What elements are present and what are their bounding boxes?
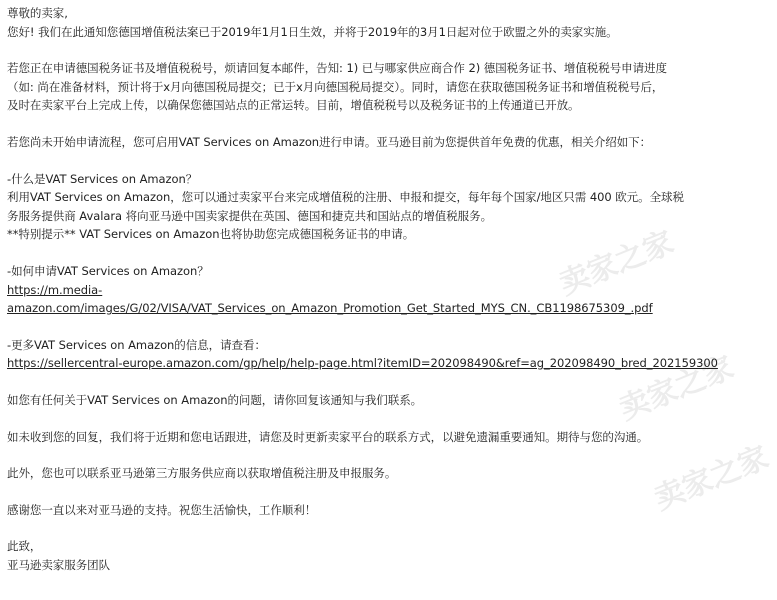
paragraph-line: 及时在卖家平台上完成上传，以确保您德国站点的正常运转。目前，增值税税号以及税务证书的上传通道已开放。 (7, 98, 580, 113)
greeting: 尊敬的卖家, (7, 6, 68, 20)
section-heading: -更多VAT Services on Amazon的信息，请查看： (7, 337, 266, 352)
watermark-logo: 卖家之家 (554, 224, 679, 303)
help-page-link[interactable]: https://sellercentral-europe.amazon.com/gp/help/help-page.html?itemID=202098490&ref=ag_202098490_bred_202159300 (7, 356, 718, 371)
paragraph-line: 若您尚未开始申请流程，您可启用VAT Services on Amazon进行申请。亚马逊目前为您提供首年免费的优惠，相关介绍如下： (7, 134, 652, 149)
signature: 亚马逊卖家服务团队 (7, 557, 111, 572)
promotion-pdf-link[interactable]: https://m.media- (7, 282, 103, 297)
email-body (7, 4, 773, 574)
paragraph-line: （如: 尚在准备材料，预计将于x月向德国税局提交；已于x月向德国税局提交）。同时，请您在获取德国税务证书和增值税税号后， (7, 79, 664, 94)
paragraph-line: 此外，您也可以联系亚马逊第三方服务供应商以获取增值税注册及申报服务。 (7, 466, 397, 481)
intro-text: 您好! 我们在此通知您德国增值税法案已于2019年1月1日生效，并将于2019年的3月1日起对位于欧盟之外的卖家实施。 (7, 24, 618, 39)
section-heading: -如何申请VAT Services on Amazon？ (7, 263, 209, 278)
section-heading: -什么是VAT Services on Amazon？ (7, 171, 198, 186)
paragraph-line: 如您有任何关于VAT Services on Amazon的问题，请你回复该通知与我们联系。 (7, 392, 423, 407)
promotion-pdf-link-continued[interactable]: amazon.com/images/G/02/VISA/VAT_Services_on_Amazon_Promotion_Get_Started_MYS_CN._CB1198675309_.pdf (7, 301, 653, 316)
watermark-logo: 卖家之家 (649, 439, 774, 518)
closing-text: 此致， (7, 539, 42, 554)
thanks-text: 感谢您一直以来对亚马逊的支持。祝您生活愉快，工作顺利！ (7, 502, 317, 517)
paragraph-line: 利用VAT Services on Amazon，您可以通过卖家平台来完成增值税的注册、申报和提交，每年每个国家/地区只需 400 欧元。全球税 (7, 190, 684, 205)
paragraph-line: 若您正在申请德国税务证书及增值税税号，烦请回复本邮件，告知: 1) 已与哪家供应商合作 2) 德国税务证书、增值税税号申请进度 (7, 61, 667, 76)
paragraph-line: 如未收到您的回复，我们将于近期和您电话跟进，请您及时更新卖家平台的联系方式，以避免遗漏重要通知。期待与您的沟通。 (7, 429, 649, 444)
paragraph-line: 务服务提供商 Avalara 将向亚马逊中国卖家提供在英国、德国和捷克共和国站点的增值税服务。 (7, 208, 493, 223)
paragraph-line: **特别提示** VAT Services on Amazon也将协助您完成德国税务证书的申请。 (7, 227, 415, 242)
watermark-logo: 卖家之家 (614, 349, 739, 428)
